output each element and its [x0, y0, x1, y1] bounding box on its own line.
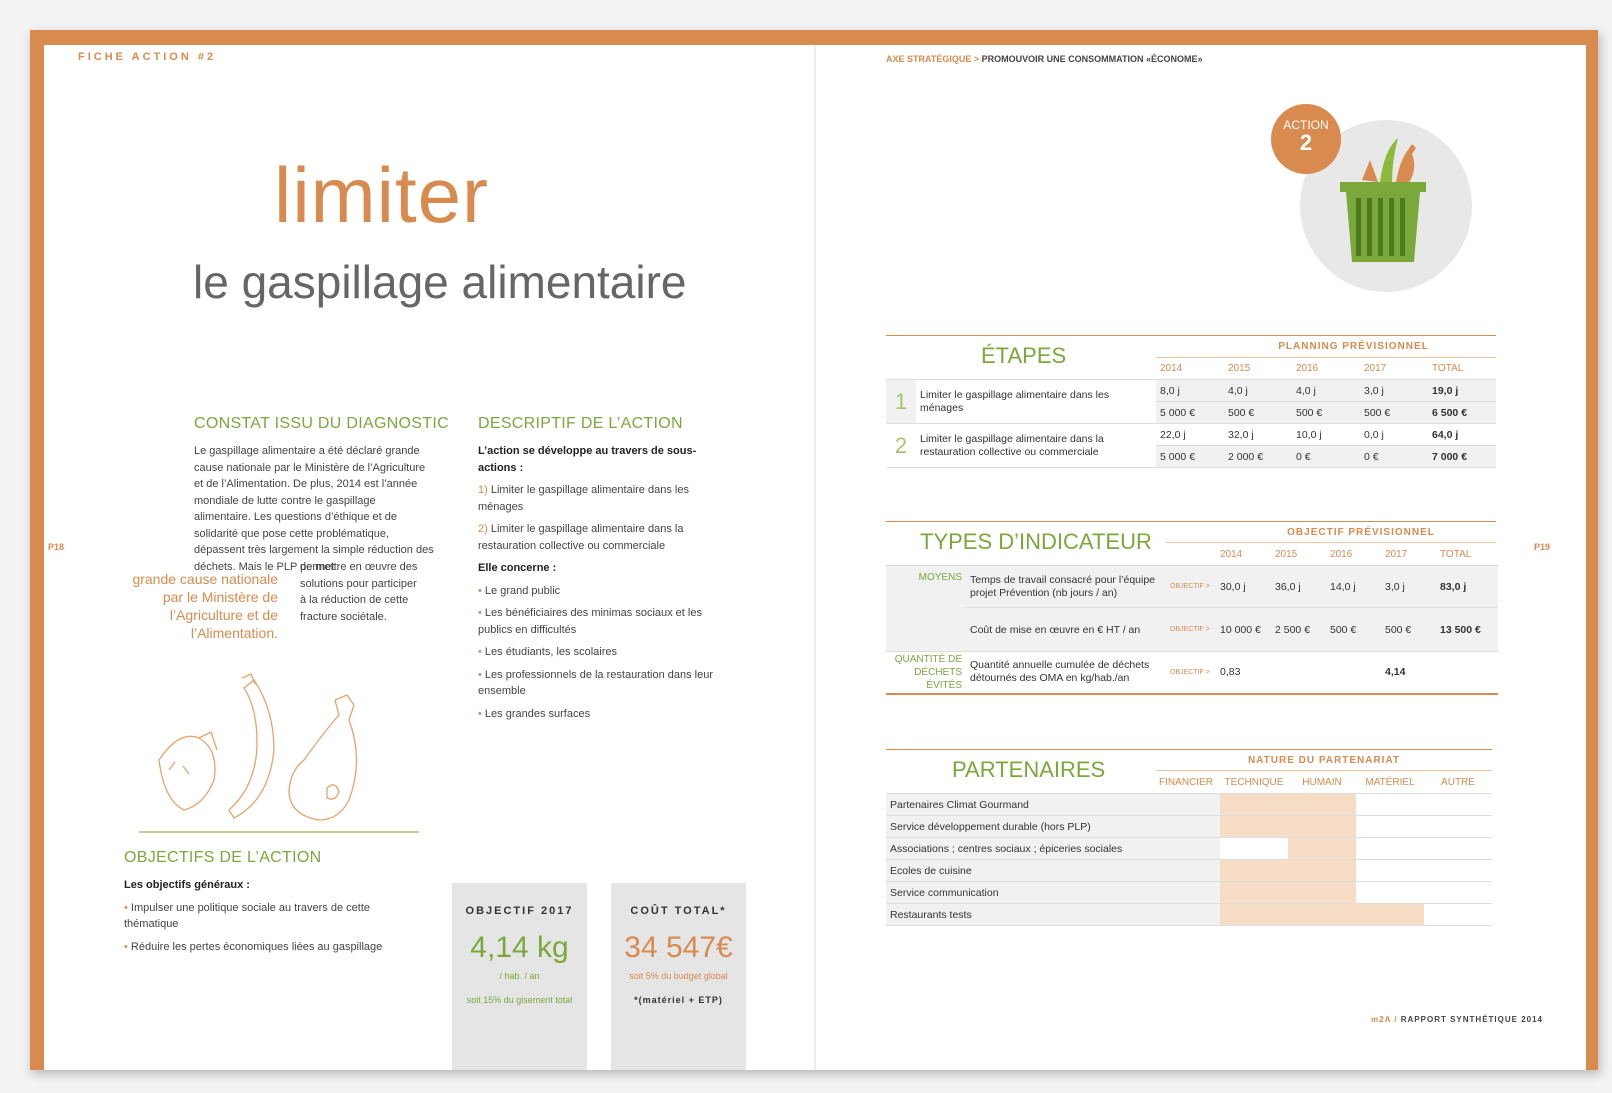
- year-cell: TOTAL: [1432, 363, 1464, 374]
- target-item: • Les professionnels de la restauration dans leur ensemble: [478, 668, 714, 697]
- year-cell: 2017: [1364, 363, 1387, 374]
- partner-name: Ecoles de cuisine: [886, 860, 1152, 882]
- partnership-cell: [1424, 882, 1492, 904]
- partner-row: [886, 794, 1492, 816]
- objectifs-intro: Les objectifs généraux :: [124, 879, 250, 891]
- concerne-label: Elle concerne :: [478, 562, 557, 574]
- table-row: [886, 652, 1498, 694]
- cost-cell: 0 €: [1364, 450, 1379, 463]
- dechets-label: QUANTITÉ DE DÉCHETS ÉVITÉS: [894, 653, 962, 691]
- action-number: 2: [1299, 130, 1313, 155]
- column-header: TECHNIQUE: [1224, 777, 1284, 788]
- year-cell: 2016: [1330, 549, 1353, 560]
- descriptif-heading: DESCRIPTIF DE L’ACTION: [478, 415, 683, 432]
- box-value: 4,14 kg: [470, 931, 569, 964]
- cost-cell: 500 €: [1296, 406, 1323, 419]
- days-cell: 32,0 j: [1228, 428, 1254, 441]
- partnership-cell: [1424, 860, 1492, 882]
- constat-text: Le gaspillage alimentaire a été déclaré grande cause nationale par le Ministère de l’Agriculture et de l’Alimentation. De plus, 2014 est l’année mondiale de lutte contre le gaspillage alimentaire. Les questions d’éthique et de solidarité que pose cette problématique, dépassent très largement la simple réduction des déchets. Mais le PLP permet: [194, 445, 434, 573]
- value-cell: 14,0 j: [1330, 580, 1356, 593]
- cost-cell: 500 €: [1228, 406, 1255, 419]
- partnership-cell: [1424, 794, 1492, 816]
- indicateurs-top-rule: [886, 521, 1496, 522]
- page-number-left: P18: [48, 542, 65, 552]
- target-item: • Les étudiants, les scolaires: [478, 646, 617, 658]
- partenaires-title: PARTENAIRES: [952, 757, 1106, 782]
- partnership-cell: [1356, 794, 1424, 816]
- box-note: soit 15% du gisement total: [466, 995, 573, 1005]
- partenariat-header: NATURE DU PARTENARIAT: [1247, 755, 1401, 766]
- objectifs-body: [124, 877, 384, 961]
- year-cell: 2014: [1220, 549, 1243, 560]
- partner-name: Partenaires Climat Gourmand: [886, 794, 1152, 816]
- partnership-cell: [1152, 794, 1220, 816]
- target-item: • Le grand public: [478, 584, 561, 597]
- value-cell: 3,0 j: [1385, 580, 1405, 593]
- days-cell: 10,0 j: [1296, 428, 1322, 441]
- partner-row: [886, 838, 1492, 860]
- action-badge: [1271, 104, 1341, 174]
- etapes-table: [886, 358, 1496, 468]
- partner-row: [886, 882, 1492, 904]
- partnership-cell: [1424, 838, 1492, 860]
- year-cell: 2017: [1385, 549, 1408, 560]
- title-sub: le gaspillage alimentaire: [193, 256, 687, 308]
- partenariat-header-rule: [1156, 770, 1492, 771]
- indicator-label: Coût de mise en œuvre en € HT / an: [970, 623, 1141, 636]
- indicateurs-title: TYPES D’INDICATEUR: [920, 529, 1152, 554]
- value-cell: 10 000 €: [1220, 623, 1261, 636]
- food-line-illustration: [139, 670, 419, 835]
- step-number: 1: [894, 388, 908, 414]
- planning-header: PLANNING PRÉVISIONNEL: [1278, 341, 1429, 352]
- partnership-cell: [1220, 838, 1288, 860]
- indicator-label: Quantité annuelle cumulée de déchets détournés des OMA en kg/hab./an: [970, 659, 1150, 685]
- action-word: ACTION: [1283, 118, 1329, 132]
- objectif-header: OBJECTIF PRÉVISIONNEL: [1287, 527, 1435, 538]
- objectif-tag: OBJECTIF >: [1170, 626, 1210, 633]
- column-header: FINANCIER: [1159, 777, 1213, 788]
- box-unit: soit 5% du budget global: [629, 971, 728, 981]
- sub-action-1: 1) Limiter le gaspillage alimentaire dans les ménages: [478, 484, 689, 513]
- step-label: Limiter le gaspillage alimentaire dans les ménages: [916, 380, 1156, 424]
- cost-cell: 500 €: [1364, 406, 1391, 419]
- fiche-label: FICHE ACTION #2: [78, 51, 217, 63]
- footer: m2A / RAPPORT SYNTHÉTIQUE 2014: [1371, 1015, 1543, 1024]
- value-cell: 4,14: [1385, 666, 1406, 679]
- etapes-top-rule: [886, 335, 1496, 336]
- value-cell: 500 €: [1330, 623, 1357, 636]
- right-page: [816, 45, 1586, 1070]
- table-row: [886, 566, 1498, 608]
- partnership-cell: [1424, 816, 1492, 838]
- year-cell: 2015: [1275, 549, 1298, 560]
- years-row: [886, 544, 1498, 566]
- left-page: [44, 45, 816, 1070]
- partnership-cell: [1288, 882, 1356, 904]
- partnership-cell: [1152, 860, 1220, 882]
- partner-name: Service développement durable (hors PLP): [886, 816, 1152, 838]
- objectifs-heading: OBJECTIFS DE L’ACTION: [124, 849, 322, 866]
- step-label: Limiter le gaspillage alimentaire dans la restauration collective ou commerciale: [920, 432, 1104, 458]
- objectif-tag: OBJECTIF >: [1170, 668, 1210, 676]
- objectif-2017-box: [452, 883, 587, 1070]
- table-row: [886, 424, 1496, 446]
- partnership-cell: [1152, 882, 1220, 904]
- partnership-cell: [1220, 882, 1288, 904]
- partnership-cell: [1356, 882, 1424, 904]
- partenaires-table: [886, 772, 1492, 926]
- days-cell: 3,0 j: [1364, 384, 1384, 397]
- box-label: COÛT TOTAL*: [630, 905, 727, 917]
- cout-total-box: [611, 883, 746, 1070]
- cost-cell: 5 000 €: [1160, 450, 1196, 463]
- days-total: 64,0 j: [1432, 428, 1459, 441]
- cost-total: 6 500 €: [1432, 406, 1468, 419]
- year-cell: 2016: [1296, 363, 1319, 374]
- partenaires-top-rule: [886, 749, 1492, 750]
- cost-cell: 2 000 €: [1228, 450, 1264, 463]
- descriptif-body: [478, 443, 723, 728]
- partnership-cell: [1152, 838, 1220, 860]
- partner-name: Service communication: [886, 882, 1152, 904]
- objectif-header-rule: [1166, 542, 1496, 543]
- cost-cell: 0 €: [1296, 450, 1311, 463]
- partnership-cell: [1152, 816, 1220, 838]
- objectif-item: • Impulser une politique sociale au travers de cette thématique: [124, 901, 370, 930]
- columns-row: [886, 772, 1492, 794]
- axe-strategique: AXE STRATÉGIQUE > PROMOUVOIR UNE CONSOMMATION «ÉCONOME»: [886, 54, 1203, 64]
- value-total: [1436, 652, 1498, 694]
- constat-text-cont: de mettre en œuvre des solutions pour participer à la réduction de cette fracture sociétale.: [300, 561, 418, 623]
- pull-quote: grande cause nationale par le Ministère de l’Agriculture et de l’Alimentation.: [132, 571, 278, 641]
- value-cell: 500 €: [1385, 623, 1412, 636]
- value-total: 83,0 j: [1440, 580, 1467, 593]
- partner-row: [886, 860, 1492, 882]
- indicateurs-table: [886, 544, 1498, 695]
- value-cell: 2 500 €: [1275, 623, 1311, 636]
- partnership-cell: [1288, 860, 1356, 882]
- value-cell: [1326, 652, 1381, 694]
- partnership-cell: [1288, 904, 1356, 926]
- partnership-cell: [1356, 838, 1424, 860]
- year-cell: 2015: [1228, 363, 1251, 374]
- partnership-cell: [1288, 794, 1356, 816]
- table-row: [886, 380, 1496, 402]
- year-cell: 2014: [1160, 363, 1183, 374]
- title-main: limiter: [274, 151, 489, 239]
- days-cell: 22,0 j: [1160, 428, 1186, 441]
- value-cell: [1271, 652, 1326, 694]
- partnership-cell: [1356, 816, 1424, 838]
- partnership-cell: [1220, 904, 1288, 926]
- year-cell: TOTAL: [1440, 549, 1472, 560]
- days-cell: 4,0 j: [1228, 384, 1248, 397]
- column-header: MATÉRIEL: [1365, 777, 1415, 788]
- table-row: [886, 608, 1498, 652]
- moyens-label: MOYENS: [918, 572, 962, 583]
- value-cell: 36,0 j: [1275, 580, 1301, 593]
- sub-action-2: 2) Limiter le gaspillage alimentaire dans la restauration collective ou commerciale: [478, 523, 684, 552]
- cost-cell: 5 000 €: [1160, 406, 1196, 419]
- partner-row: [886, 816, 1492, 838]
- box-unit: / hab. / an: [499, 971, 540, 981]
- partnership-cell: [1220, 860, 1288, 882]
- descriptif-intro: L’action se développe au travers de sous-actions :: [478, 445, 697, 474]
- cost-total: 7 000 €: [1432, 450, 1468, 463]
- indicator-label: Temps de travail consacré pour l’équipe projet Prévention (nb jours / an): [970, 573, 1156, 599]
- target-item: • Les grandes surfaces: [478, 707, 591, 720]
- years-row: [886, 358, 1496, 380]
- partnership-cell: [1356, 904, 1424, 926]
- partnership-cell: [1424, 904, 1492, 926]
- days-cell: 0,0 j: [1364, 428, 1384, 441]
- days-total: 19,0 j: [1432, 384, 1459, 397]
- step-number: 2: [894, 432, 908, 458]
- column-header: HUMAIN: [1302, 777, 1342, 788]
- value-cell: 0,83: [1220, 666, 1241, 679]
- box-label: OBJECTIF 2017: [465, 905, 574, 917]
- partnership-cell: [1152, 904, 1220, 926]
- partnership-cell: [1356, 860, 1424, 882]
- partnership-cell: [1220, 816, 1288, 838]
- constat-heading: CONSTAT ISSU DU DIAGNOSTIC: [194, 415, 449, 432]
- objectif-tag: OBJECTIF >: [1170, 583, 1210, 590]
- partnership-cell: [1288, 838, 1356, 860]
- column-header: AUTRE: [1441, 777, 1475, 788]
- partner-row: [886, 904, 1492, 926]
- partner-name: Associations ; centres sociaux ; épiceries sociales: [886, 838, 1152, 860]
- days-cell: 8,0 j: [1160, 384, 1180, 397]
- value-total: 13 500 €: [1440, 623, 1481, 636]
- value-cell: 30,0 j: [1220, 580, 1246, 593]
- objectif-item: • Réduire les pertes économiques liées au gaspillage: [124, 940, 383, 953]
- target-item: • Les bénéficiaires des minimas sociaux et les publics en difficultés: [478, 607, 702, 636]
- partnership-cell: [1288, 816, 1356, 838]
- report-spread: [30, 30, 1598, 1070]
- partnership-cell: [1220, 794, 1288, 816]
- partner-name: Restaurants tests: [886, 904, 1152, 926]
- days-cell: 4,0 j: [1296, 384, 1316, 397]
- box-note: *(matériel + ETP): [634, 995, 723, 1005]
- page-number-right: P19: [1534, 542, 1551, 552]
- etapes-title: ÉTAPES: [981, 343, 1067, 368]
- box-value: 34 547€: [624, 931, 733, 964]
